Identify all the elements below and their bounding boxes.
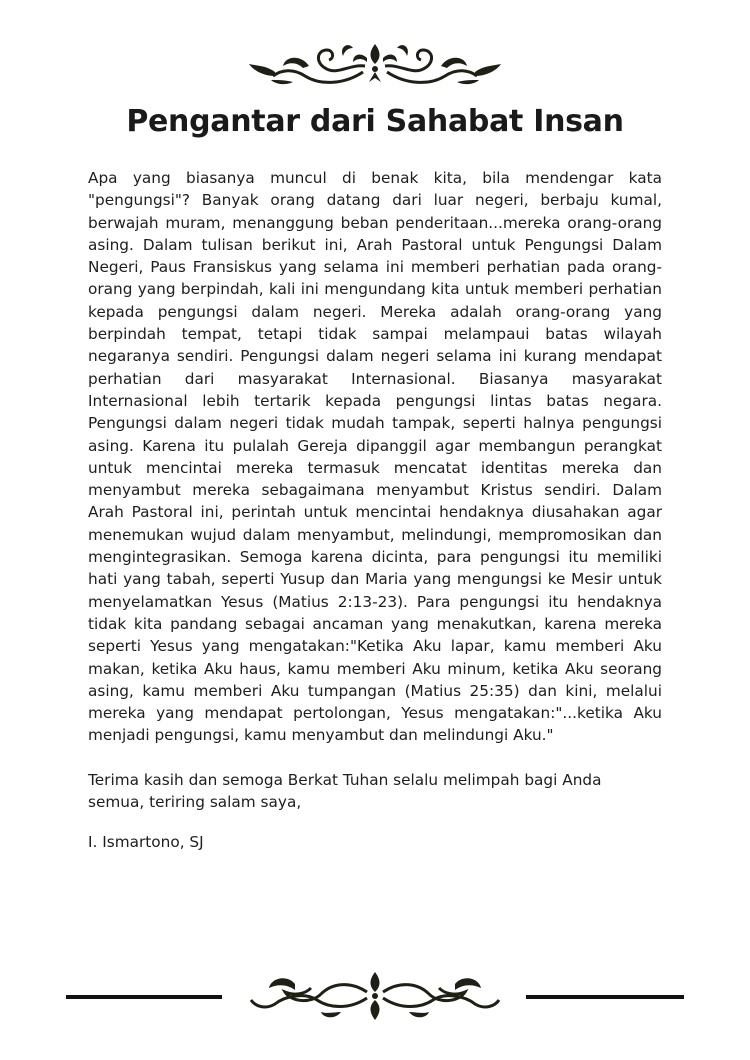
right-divider-line (526, 995, 684, 999)
closing-paragraph: Terima kasih dan semoga Berkat Tuhan selalu melimpah bagi Anda semua, teriring salam saya, (88, 770, 602, 812)
bottom-ornament (245, 966, 505, 1024)
page-title: Pengantar dari Sahabat Insan (126, 104, 624, 139)
body-paragraph: Apa yang biasanya muncul di benak kita, bila mendengar kata "pengungsi"? Banyak orang datang dari luar negeri, berbaju kumal, berwajah muram, menanggung beban penderitaan...mereka orang-orang asing. Dalam tulisan berikut ini, Arah Pastoral untuk Pengungsi Dalam Negeri, Paus Fransiskus yang selama ini memberi perhatian pada orang-orang yang berpindah, kali ini mengundang kita untuk memberi perhatian kepada pengungsi dalam negeri. Mereka adalah orang-orang yang berpindah tempat, tetapi tidak sampai melampaui batas wilayah negaranya sendiri. Pengungsi dalam negeri selama ini kurang mendapat perhatian dari masyarakat Internasional. Biasanya masyarakat Internasional lebih tertarik kepada pengungsi lintas batas negara. Pengungsi dalam negeri tidak mudah tampak, seperti halnya pengungsi asing. Karena itu pulalah Gereja dipanggil agar membangun perangkat untuk mencintai mereka termasuk mencatat identitas mereka dan menyambut mereka sebagaimana menyambut Kristus sendiri. Dalam Arah Pastoral ini, perintah untuk mencintai hendaknya diusahakan agar menemukan wujud dalam menyambut, melindungi, mempromosikan dan mengintegrasikan. Semoga karena dicinta, para pengungsi itu memiliki hati yang tabah, seperti Yusup dan Maria yang mengungsi ke Mesir untuk menyelamatkan Yesus (Matius 2:13-23). Para pengungsi itu hendaknya tidak kita pandang sebagai ancaman yang menakutkan, karena mereka seperti Yesus yang mengatakan:"Ketika Aku lapar, kamu memberi Aku makan, ketika Aku haus, kamu memberi Aku minum, ketika Aku seorang asing, kamu memberi Aku tumpangan (Matius 25:35) dan kini, melalui mereka yang mendapat pertolongan, Yesus mengatakan:"...ketika Aku menjadi pengungsi, kamu menyambut dan melindungi Aku." (88, 169, 662, 745)
left-divider-line (66, 995, 222, 999)
top-ornament (245, 36, 505, 92)
letter-body (88, 167, 662, 854)
signature: I. Ismartono, SJ (88, 833, 204, 852)
